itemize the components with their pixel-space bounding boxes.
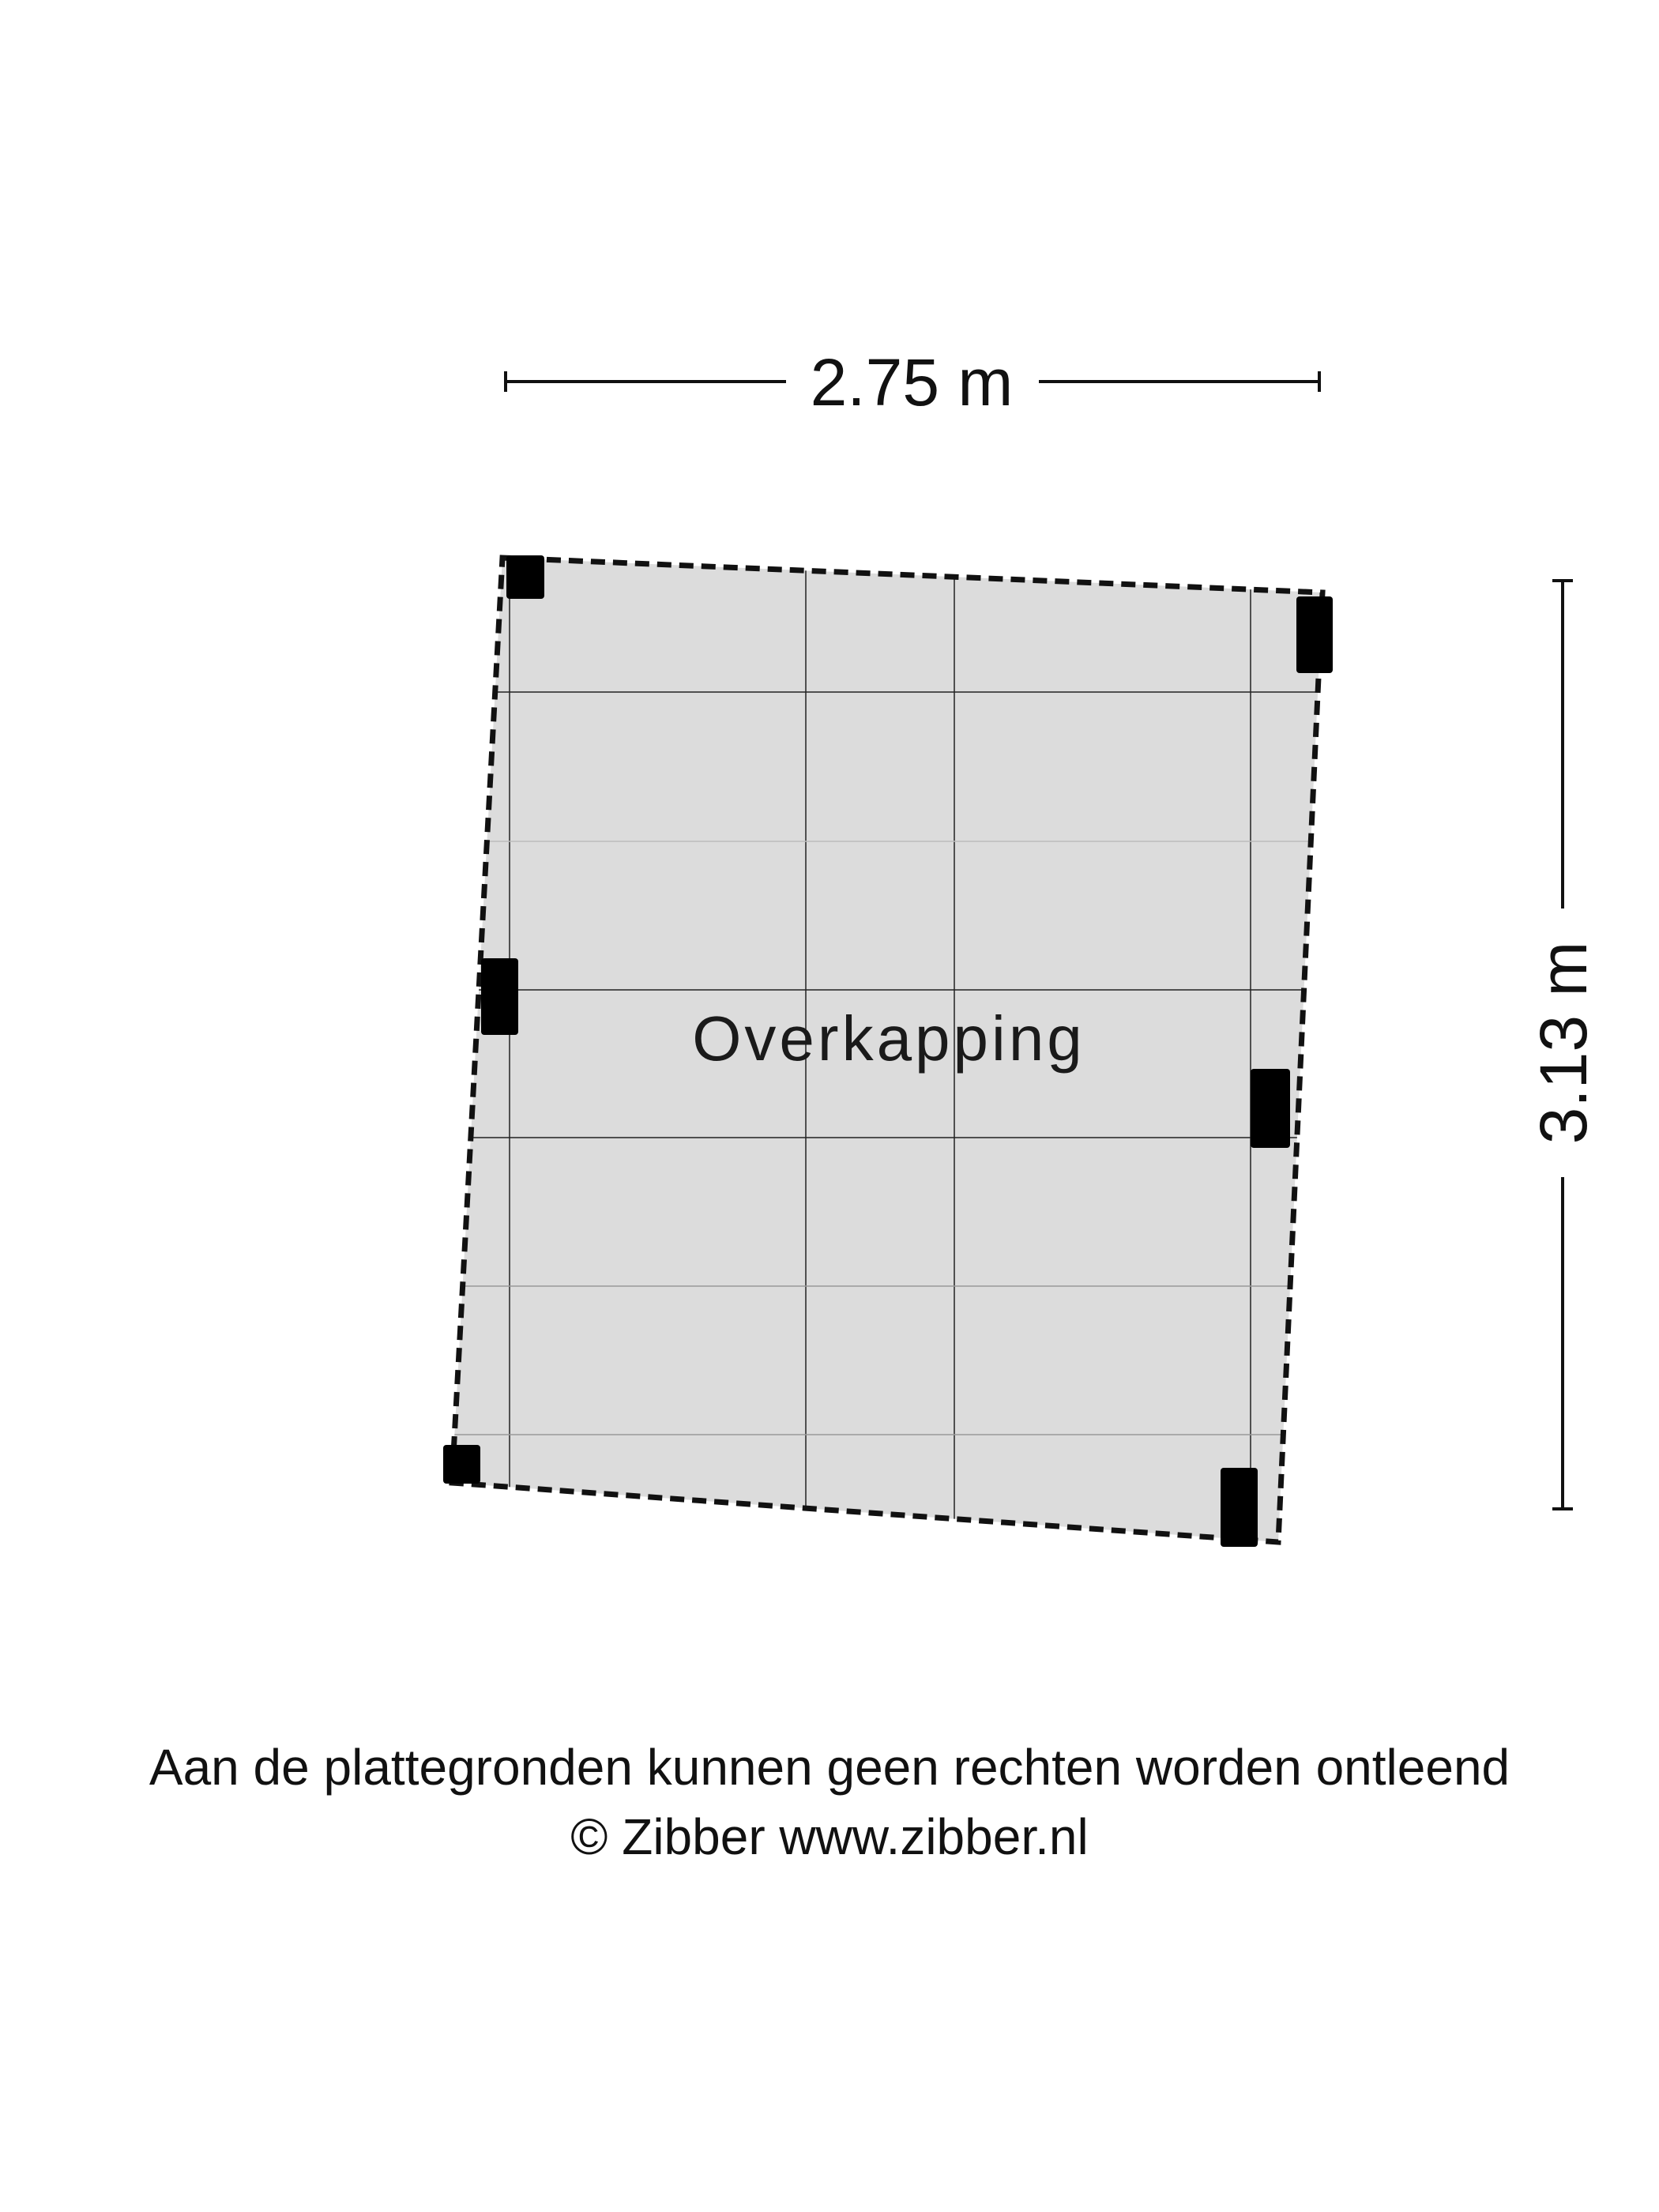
room-label: Overkapping xyxy=(692,1003,1085,1074)
overkapping-room xyxy=(442,553,1335,1548)
height-dimension xyxy=(1526,581,1601,1509)
post-bottom-right xyxy=(1221,1468,1258,1547)
height-dimension-label: 3.13 m xyxy=(1526,941,1601,1145)
post-mid-left xyxy=(481,958,518,1035)
post-top-left xyxy=(506,555,544,599)
post-bottom-left xyxy=(443,1445,480,1484)
width-dimension xyxy=(506,345,1319,419)
width-dimension-label: 2.75 m xyxy=(810,345,1014,419)
disclaimer-text: Aan de plattegronden kunnen geen rechten worden ontleend xyxy=(149,1739,1510,1796)
post-top-right xyxy=(1296,596,1333,673)
copyright-text: © Zibber www.zibber.nl xyxy=(570,1808,1089,1865)
post-mid-right xyxy=(1251,1069,1290,1148)
